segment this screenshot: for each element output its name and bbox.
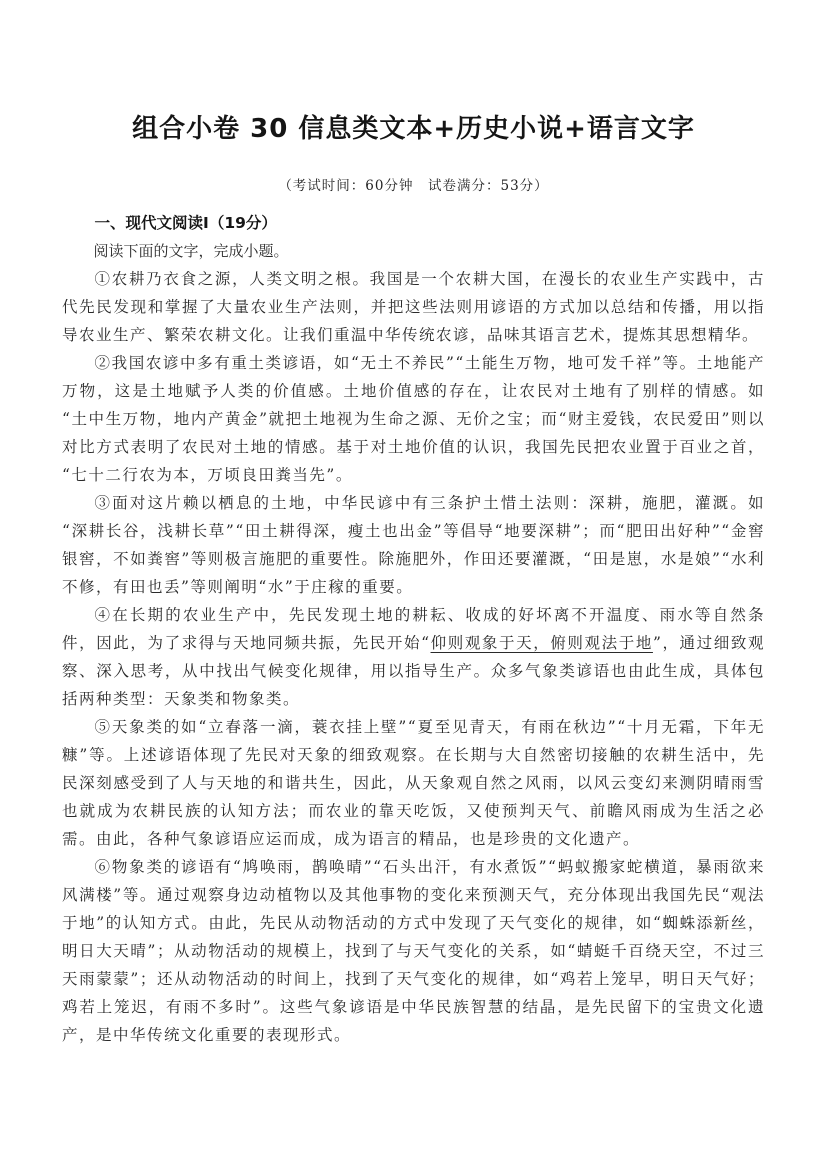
paragraph-4-lead: ④在长期的农业生产中，先民发现土地的耕耘、收成的好坏离不开温度、雨水等自然条件，因此，为了求得与天地同频共振，先民开始“ [62, 606, 765, 653]
paragraph-1: ①农耕乃衣食之源，人类文明之根。我国是一个农耕大国，在漫长的农业生产实践中，古代先民发现和掌握了大量农业生产法则，并把这些法则用谚语的方式加以总结和传播，用以指导农业生产、繁荣农耕文化。让我们重温中华传统农谚，品味其语言艺术，提炼其思想精华。 [62, 270, 765, 345]
article-body [62, 265, 765, 1049]
section-heading: 一、现代文阅读Ⅰ（19分） [94, 214, 277, 233]
paragraph-3: ③面对这片赖以栖息的土地，中华民谚中有三条护土惜土法则：深耕，施肥，灌溉。如“深耕长谷，浅耕长草”“田土耕得深，瘦土也出金”等倡导“地要深耕”；而“肥田出好种”“金窖银窖，不如粪窖”等则极言施肥的重要性。除施肥外，作田还要灌溉，“田是崽，水是娘”“水利不修，有田也丢”等则阐明“水”于庄稼的重要。 [62, 494, 765, 597]
paragraph-2: ②我国农谚中多有重土类谚语，如“无土不养民”“土能生万物，地可发千祥”等。土地能产万物，这是土地赋予人类的价值感。土地价值感的存在，让农民对土地有了别样的情感。如“土中生万物，地内产黄金”就把土地视为生命之源、无价之宝；而“财主爱钱，农民爱田”则以对比方式表明了农民对土地的情感。基于对土地价值的认识，我国先民把农业置于百业之首，“七十二行农为本，万顷良田粪当先”。 [62, 354, 765, 485]
document-title: 组合小卷 30 信息类文本+历史小说+语言文字 [132, 114, 695, 145]
paragraph-5: ⑤天象类的如“立春落一滴，蓑衣挂上壁”“夏至见青天，有雨在秋边”“十月无霜，下年无糠”等。上述谚语体现了先民对天象的细致观察。在长期与大自然密切接触的农耕生活中，先民深刻感受到了人与天地的和谐共生，因此，从天象观自然之风雨，以风云变幻来测阴晴雨雪也就成为农耕民族的认知方法；而农业的靠天吃饭，又使预判天气、前瞻风雨成为生活之必需。由此，各种气象谚语应运而成，成为语言的精品，也是珍贵的文化遗产。 [62, 718, 765, 849]
paragraph-6: ⑥物象类的谚语有“鸠唤雨，鹊唤晴”“石头出汗，有水煮饭”“蚂蚁搬家蛇横道，暴雨欲来风满楼”等。通过观察身边动植物以及其他事物的变化来预测天气，充分体现出我国先民“观法于地”的认知方式。由此，先民从动物活动的方式中发现了天气变化的规律，如“蜘蛛添新丝，明日大天晴”；从动物活动的规模上，找到了与天气变化的关系，如“蜻蜓千百绕天空，不过三天雨蒙蒙”；还从动物活动的时间上，找到了天气变化的规律，如“鸡若上笼早，明日天气好；鸡若上笼迟，有雨不多时”。这些气象谚语是中华民族智慧的结晶，是先民留下的宝贵文化遗产，是中华传统文化重要的表现形式。 [62, 858, 765, 1045]
paragraph-4 [62, 601, 765, 713]
exam-info: （考试时间：60分钟 试卷满分：53分） [278, 178, 549, 195]
reading-instruction: 阅读下面的文字，完成小题。 [93, 242, 289, 261]
paragraph-4-tail: ”，通过细致观察、深入思考，从中找出气候变化规律，用以指导生产。众多气象类谚语也由此生成，具体包括两种类型：天象类和物象类。 [62, 634, 765, 709]
underlined-phrase: 仰则观象于天，俯则观法于地 [430, 634, 653, 653]
